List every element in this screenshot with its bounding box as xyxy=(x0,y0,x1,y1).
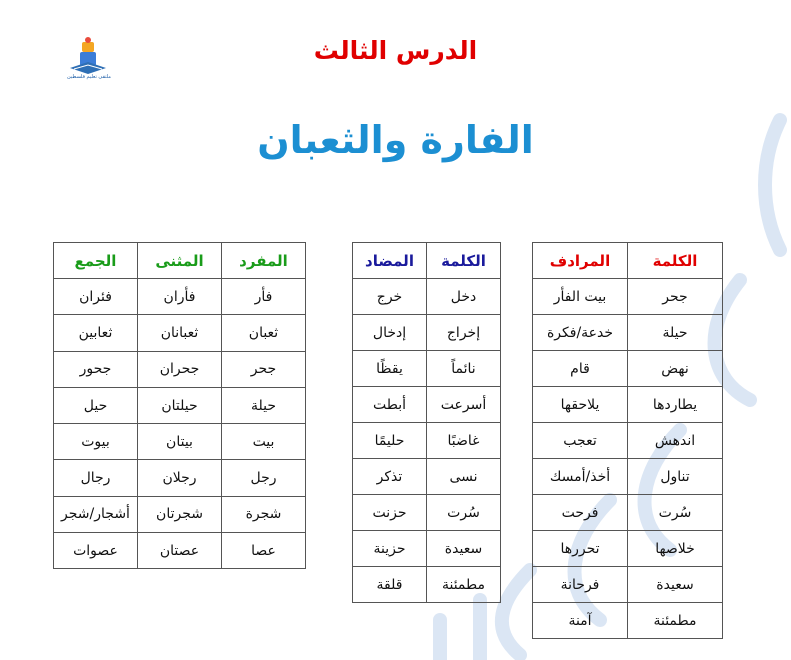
singular-cell: رجل xyxy=(222,460,306,496)
singular-cell: بيت xyxy=(222,424,306,460)
header-word: الكلمة xyxy=(628,243,723,279)
antonym-cell: يقظًا xyxy=(353,351,427,387)
word-cell: مطمئنة xyxy=(628,603,723,639)
table-header-row xyxy=(353,243,501,279)
table-row xyxy=(54,351,306,387)
table-row xyxy=(533,531,723,567)
header-plural: الجمع xyxy=(54,243,138,279)
synonym-cell: قام xyxy=(533,351,628,387)
table-row xyxy=(353,567,501,603)
table-row xyxy=(353,459,501,495)
synonym-cell: تحررها xyxy=(533,531,628,567)
synonym-cell: فرحانة xyxy=(533,567,628,603)
table-row xyxy=(54,315,306,351)
word-cell: سُرت xyxy=(628,495,723,531)
dual-cell: شجرتان xyxy=(138,496,222,532)
singular-cell: عصا xyxy=(222,533,306,569)
plural-cell: عصوات xyxy=(54,533,138,569)
word-cell: نسى xyxy=(427,459,501,495)
synonym-cell: خدعة/فكرة xyxy=(533,315,628,351)
plural-cell: فئران xyxy=(54,279,138,315)
table-row xyxy=(353,279,501,315)
table-row xyxy=(54,533,306,569)
antonym-cell: أبطت xyxy=(353,387,427,423)
dual-cell: رجلان xyxy=(138,460,222,496)
plural-cell: بيوت xyxy=(54,424,138,460)
word-cell: إخراج xyxy=(427,315,501,351)
word-cell: سعيدة xyxy=(427,531,501,567)
table-row xyxy=(54,424,306,460)
number-forms-table xyxy=(53,242,306,569)
word-cell: تناول xyxy=(628,459,723,495)
word-cell: دخل xyxy=(427,279,501,315)
table-row xyxy=(533,279,723,315)
singular-cell: جحر xyxy=(222,351,306,387)
singular-cell: ثعبان xyxy=(222,315,306,351)
antonym-cell: إدخال xyxy=(353,315,427,351)
singular-cell: حيلة xyxy=(222,387,306,423)
table-header-row xyxy=(533,243,723,279)
table-row xyxy=(353,351,501,387)
table-row xyxy=(353,495,501,531)
synonym-cell: آمنة xyxy=(533,603,628,639)
header-antonym: المضاد xyxy=(353,243,427,279)
lesson-heading: الدرس الثالث xyxy=(313,36,478,65)
plural-cell: رجال xyxy=(54,460,138,496)
header-singular: المفرد xyxy=(222,243,306,279)
antonym-cell: حزينة xyxy=(353,531,427,567)
table-row xyxy=(353,423,501,459)
table-row xyxy=(533,387,723,423)
plural-cell: حيل xyxy=(54,387,138,423)
table-row xyxy=(54,279,306,315)
synonyms-table xyxy=(532,242,723,639)
table-row xyxy=(54,387,306,423)
table-row xyxy=(353,315,501,351)
header-synonym: المرادف xyxy=(533,243,628,279)
dual-cell: فأران xyxy=(138,279,222,315)
dual-cell: بيتان xyxy=(138,424,222,460)
table-row xyxy=(533,567,723,603)
antonym-cell: حزنت xyxy=(353,495,427,531)
table-row xyxy=(533,315,723,351)
antonym-cell: قلقة xyxy=(353,567,427,603)
word-cell: أسرعت xyxy=(427,387,501,423)
table-row xyxy=(533,351,723,387)
table-header-row xyxy=(54,243,306,279)
synonym-cell: بيت الفأر xyxy=(533,279,628,315)
logo-caption: ملتقى تعليم فلسطين xyxy=(67,74,111,80)
singular-cell: فأر xyxy=(222,279,306,315)
word-cell: جحر xyxy=(628,279,723,315)
antonym-cell: حليمًا xyxy=(353,423,427,459)
header-word: الكلمة xyxy=(427,243,501,279)
synonym-cell: فرحت xyxy=(533,495,628,531)
word-cell: نهض xyxy=(628,351,723,387)
antonym-cell: خرج xyxy=(353,279,427,315)
table-row xyxy=(533,423,723,459)
table-row xyxy=(54,460,306,496)
table-row xyxy=(533,459,723,495)
plural-cell: جحور xyxy=(54,351,138,387)
plural-cell: ثعابين xyxy=(54,315,138,351)
dual-cell: جحران xyxy=(138,351,222,387)
word-cell: يطاردها xyxy=(628,387,723,423)
antonym-cell: تذكر xyxy=(353,459,427,495)
word-cell: سُرت xyxy=(427,495,501,531)
word-cell: سعيدة xyxy=(628,567,723,603)
word-cell: اندهش xyxy=(628,423,723,459)
synonym-cell: يلاحقها xyxy=(533,387,628,423)
synonym-cell: أخذ/أمسك xyxy=(533,459,628,495)
table-row xyxy=(533,603,723,639)
singular-cell: شجرة xyxy=(222,496,306,532)
table-row xyxy=(533,495,723,531)
dual-cell: حيلتان xyxy=(138,387,222,423)
header-dual: المثنى xyxy=(138,243,222,279)
plural-cell: أشجار/شجر xyxy=(54,496,138,532)
word-cell: نائماً xyxy=(427,351,501,387)
word-cell: خلاصها xyxy=(628,531,723,567)
dual-cell: ثعبانان xyxy=(138,315,222,351)
dual-cell: عصتان xyxy=(138,533,222,569)
page-title: الفارة والثعبان xyxy=(257,118,534,162)
synonym-cell: تعجب xyxy=(533,423,628,459)
word-cell: مطمئنة xyxy=(427,567,501,603)
table-row xyxy=(353,531,501,567)
antonyms-table xyxy=(352,242,501,603)
table-row xyxy=(54,496,306,532)
word-cell: غاضبًا xyxy=(427,423,501,459)
table-row xyxy=(353,387,501,423)
word-cell: حيلة xyxy=(628,315,723,351)
